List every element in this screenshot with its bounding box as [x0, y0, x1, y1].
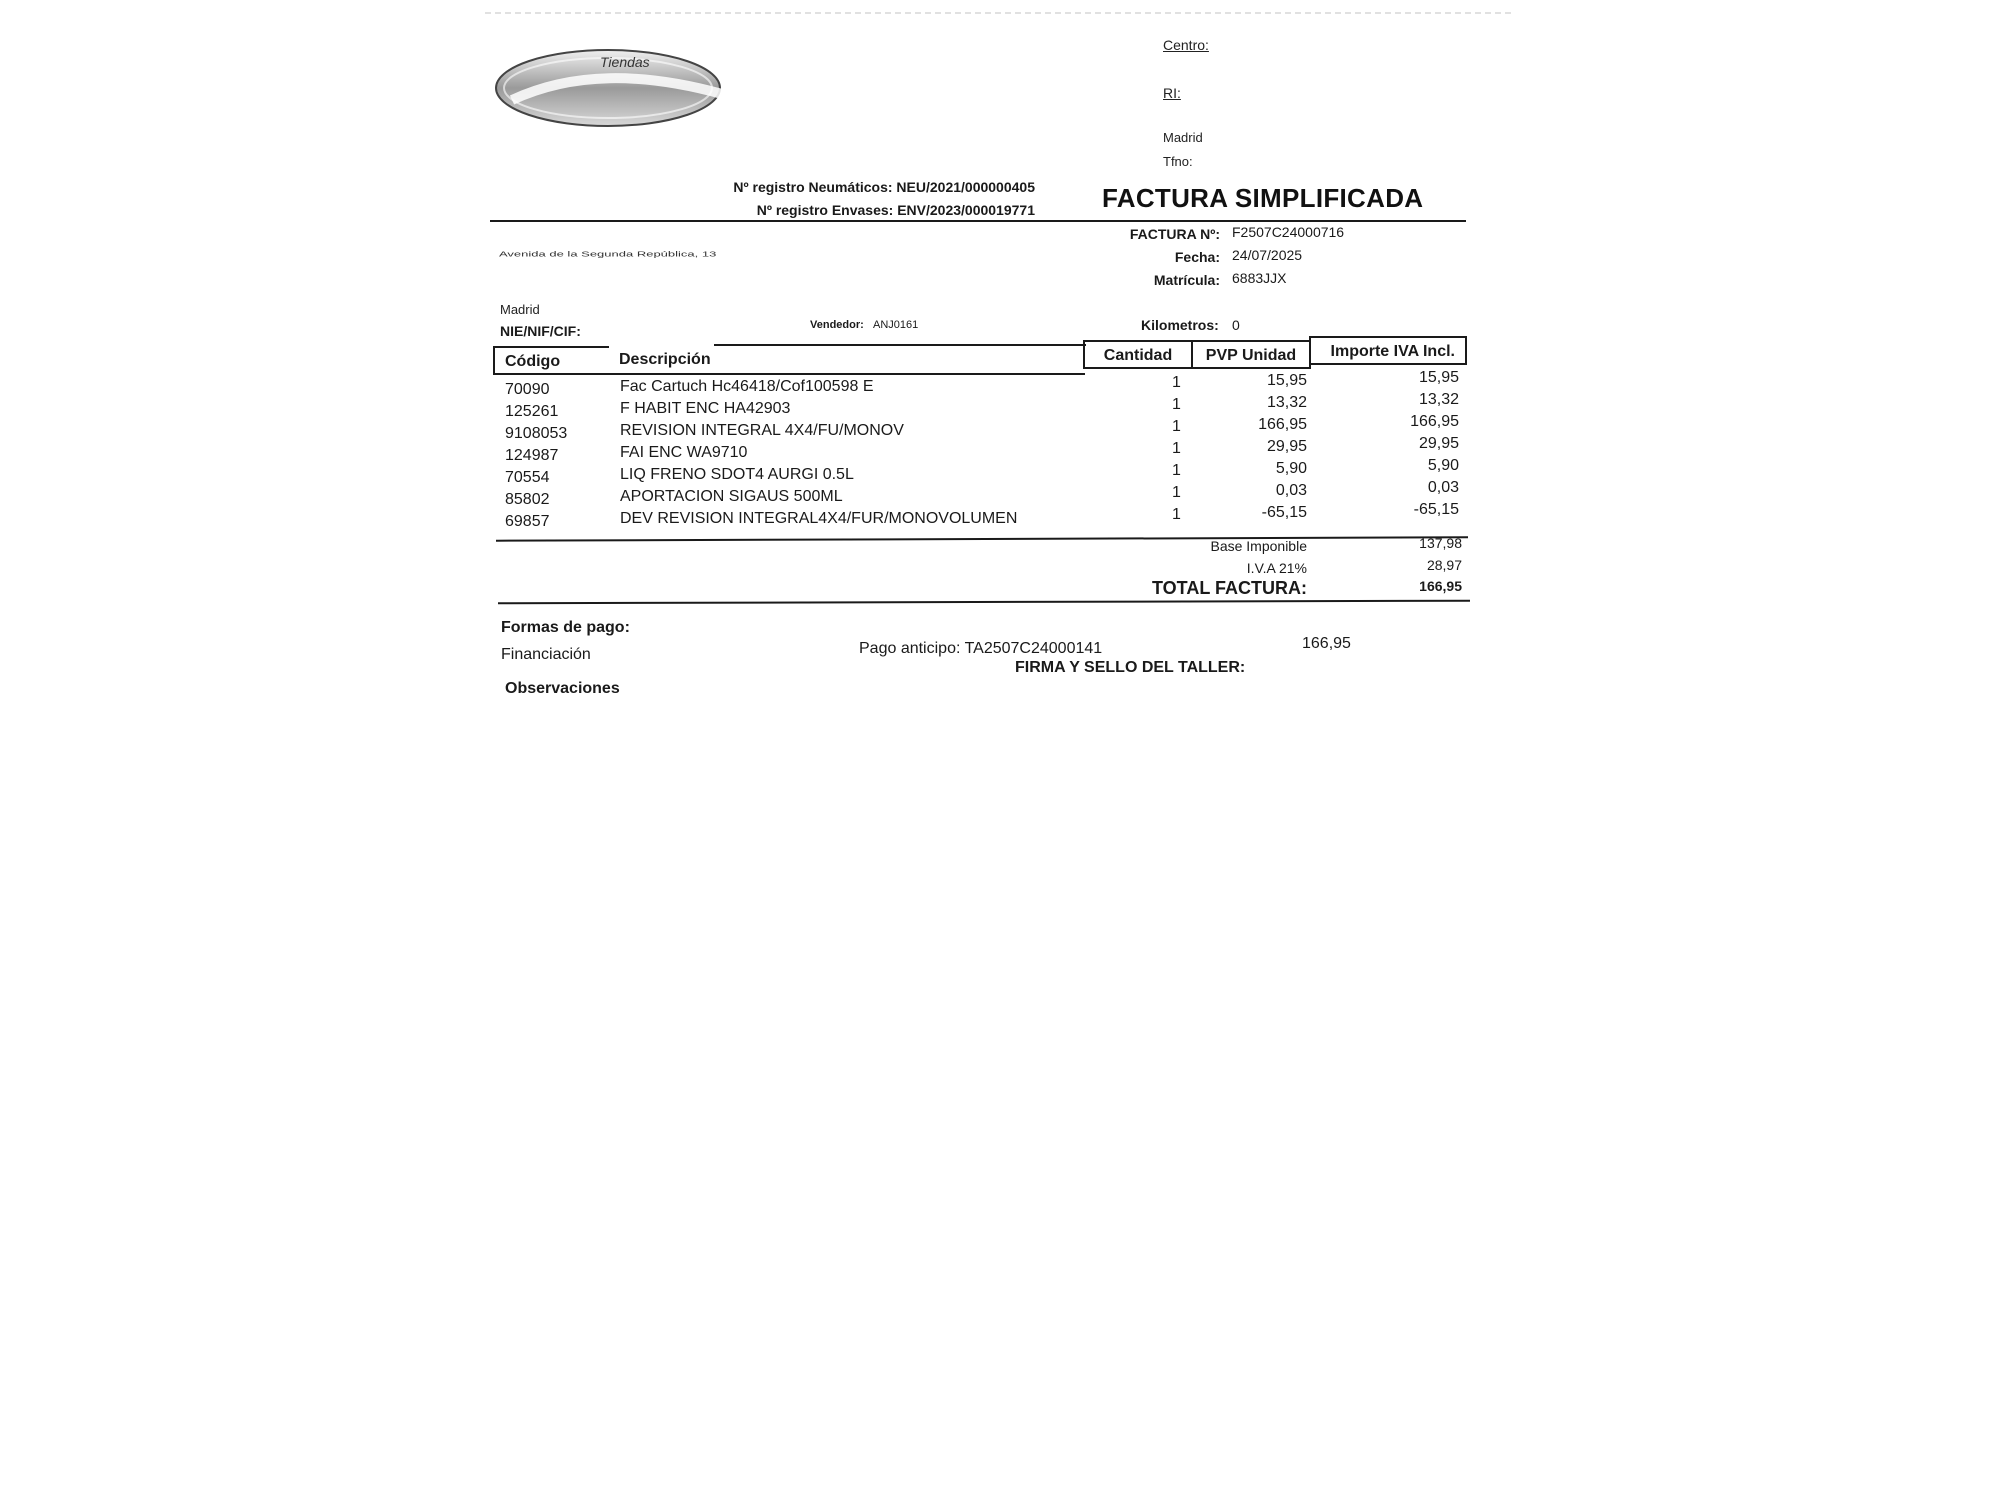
- fecha-label: Fecha:: [1174, 249, 1220, 265]
- row-pvp: 29,95: [1266, 438, 1307, 455]
- row-codigo: 70554: [505, 469, 550, 486]
- row-importe: 5,90: [1427, 457, 1459, 474]
- row-codigo: 69857: [505, 513, 550, 530]
- row-cantidad: 1: [1172, 462, 1181, 479]
- th-importe: Importe IVA Incl.: [1309, 336, 1467, 365]
- header-top-rule: [714, 344, 1086, 346]
- formas-de-pago-label: Formas de pago:: [501, 619, 630, 636]
- matricula-value: 6883JJX: [1232, 270, 1287, 286]
- th-pvp-unidad: PVP Unidad: [1191, 340, 1311, 369]
- total-factura-value: 166,95: [1419, 578, 1462, 594]
- kilometros-value: 0: [1232, 317, 1240, 333]
- ri-label: RI:: [1163, 85, 1181, 101]
- tfno-label: Tfno:: [1163, 154, 1193, 169]
- row-cantidad: 1: [1172, 374, 1181, 391]
- base-imponible-value: 137,98: [1419, 535, 1462, 551]
- scan-edge-artifact: [485, 12, 1515, 14]
- factura-value: F2507C24000716: [1232, 224, 1345, 240]
- row-descripcion: F HABIT ENC HA42903: [620, 400, 791, 417]
- base-imponible-label: Base Imponible: [1210, 538, 1307, 554]
- row-pvp: 13,32: [1266, 394, 1307, 411]
- row-codigo: 9108053: [505, 425, 568, 442]
- firma-sello-label: FIRMA Y SELLO DEL TALLER:: [1015, 659, 1246, 676]
- centro-label: Centro:: [1163, 37, 1209, 53]
- financiacion-text: Financiación: [501, 646, 591, 663]
- factura-label: FACTURA Nº:: [1129, 226, 1220, 242]
- reg-envases: Nº registro Envases: ENV/2023/000019771: [756, 202, 1035, 218]
- table-bottom-rule: [496, 536, 1468, 541]
- vendedor-value: ANJ0161: [873, 319, 919, 331]
- nif-label: NIE/NIF/CIF:: [500, 323, 581, 339]
- row-cantidad: 1: [1172, 418, 1181, 435]
- fecha-value: 24/07/2025: [1232, 247, 1303, 263]
- row-cantidad: 1: [1172, 396, 1181, 413]
- row-descripcion: Fac Cartuch Hc46418/Cof100598 E: [620, 378, 874, 395]
- row-pvp: 15,95: [1266, 372, 1307, 389]
- pago-anticipo-amount: 166,95: [1302, 635, 1351, 652]
- total-factura-label: TOTAL FACTURA:: [1152, 578, 1307, 598]
- row-cantidad: 1: [1172, 440, 1181, 457]
- logo-text: Tiendas: [600, 54, 650, 70]
- observaciones-label: Observaciones: [505, 680, 620, 697]
- header-city: Madrid: [1163, 130, 1203, 145]
- totals-bottom-rule: [498, 600, 1470, 605]
- row-pvp: 166,95: [1258, 416, 1307, 433]
- row-codigo: 125261: [505, 403, 559, 420]
- row-importe: 13,32: [1418, 391, 1459, 408]
- th-cantidad: Cantidad: [1083, 340, 1193, 369]
- row-cantidad: 1: [1172, 506, 1181, 523]
- row-pvp: 5,90: [1275, 460, 1307, 477]
- row-descripcion: APORTACION SIGAUS 500ML: [620, 488, 843, 505]
- invoice-title: FACTURA SIMPLIFICADA: [1102, 183, 1424, 213]
- row-importe: 0,03: [1427, 479, 1459, 496]
- row-importe: 29,95: [1418, 435, 1459, 452]
- pago-anticipo-text: Pago anticipo: TA2507C24000141: [859, 640, 1103, 657]
- row-pvp: 0,03: [1275, 482, 1307, 499]
- row-codigo: 124987: [505, 447, 559, 464]
- row-descripcion: FAI ENC WA9710: [620, 444, 748, 461]
- row-cantidad: 1: [1172, 484, 1181, 501]
- row-descripcion: DEV REVISION INTEGRAL4X4/FUR/MONOVOLUMEN: [620, 510, 1018, 527]
- company-logo: [492, 42, 738, 136]
- row-importe: 166,95: [1410, 413, 1459, 430]
- vendedor-label: Vendedor:: [810, 319, 864, 331]
- row-importe: 15,95: [1418, 369, 1459, 386]
- iva-value: 28,97: [1426, 557, 1462, 573]
- row-codigo: 70090: [505, 381, 550, 398]
- header-divider: [490, 220, 1466, 222]
- row-descripcion: REVISION INTEGRAL 4X4/FU/MONOV: [620, 422, 904, 439]
- th-codigo: Código: [493, 346, 611, 375]
- kilometros-label: Kilometros:: [1141, 317, 1219, 333]
- th-descripcion: Descripción: [609, 346, 1085, 375]
- row-importe: -65,15: [1413, 501, 1459, 518]
- row-descripcion: LIQ FRENO SDOT4 AURGI 0.5L: [620, 466, 854, 483]
- customer-address: Avenida de la Segunda República, 13: [499, 250, 717, 259]
- customer-city: Madrid: [500, 302, 540, 317]
- row-pvp: -65,15: [1261, 504, 1307, 521]
- reg-neumaticos: Nº registro Neumáticos: NEU/2021/000000405: [733, 179, 1035, 195]
- matricula-label: Matrícula:: [1153, 272, 1220, 288]
- row-codigo: 85802: [505, 491, 550, 508]
- iva-label: I.V.A 21%: [1246, 560, 1307, 576]
